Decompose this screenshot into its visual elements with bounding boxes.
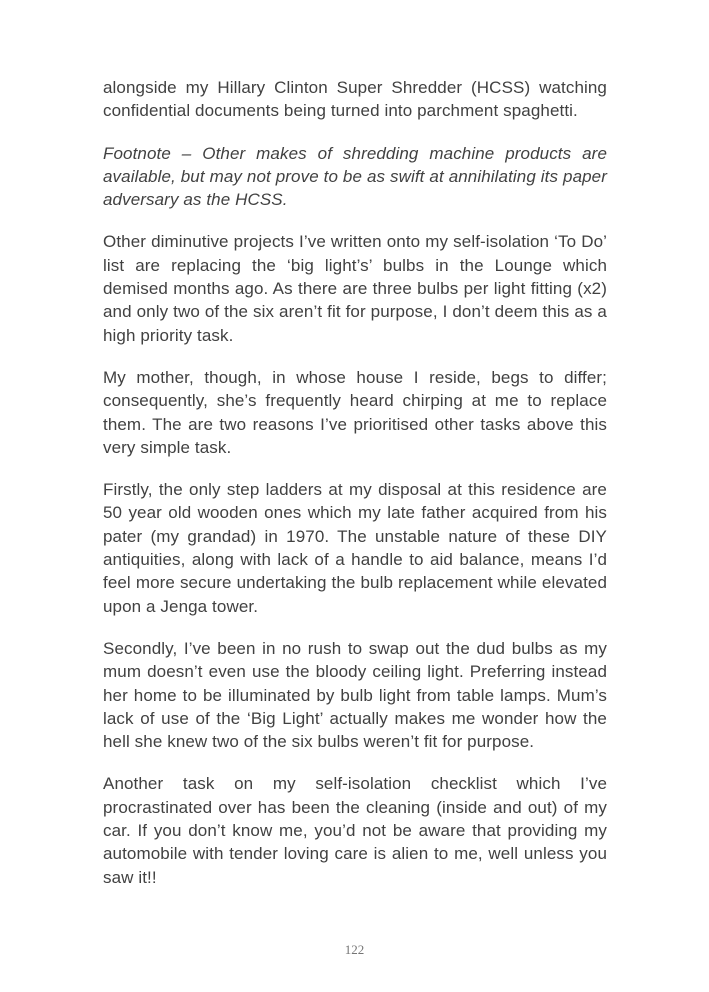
page-body xyxy=(103,76,607,889)
paragraph: Another task on my self-isolation checklist which I’ve procrastinated over has been the cleaning (inside and out) of my car. If you don’t know me, you’d not be aware that providing my automobile with tender loving care is alien to me, well unless you saw it!! xyxy=(103,774,607,887)
paragraph: Secondly, I’ve been in no rush to swap out the dud bulbs as my mum doesn’t even use the bloody ceiling light. Preferring instead her home to be illuminated by bulb light from table lamps. Mum’s lack of use of the ‘Big Light’ actually makes me wonder how the hell she knew two of the six bulbs weren’t fit for purpose. xyxy=(103,638,607,752)
paragraph: Firstly, the only step ladders at my disposal at this residence are 50 year old wooden ones which my late father acquired from his pater (my grandad) in 1970. The unstable nature of these DIY antiquities, along with lack of a handle to aid balance, means I’d feel more secure undertaking the bulb replacement while elevated upon a Jenga tower. xyxy=(103,480,607,616)
paragraph: My mother, though, in whose house I reside, begs to differ; consequently, she’s frequently heard chirping at me to replace them. The are two reasons I’ve prioritised other tasks above this very simple task. xyxy=(103,367,607,457)
paragraph: alongside my Hillary Clinton Super Shredder (HCSS) watching confidential documents being turned into parchment spaghetti. xyxy=(103,78,607,121)
paragraph: Other diminutive projects I’ve written onto my self-isolation ‘To Do’ list are replacing the ‘big light’s’ bulbs in the Lounge which demised months ago. As there are three bulbs per light fitting (x2) and only two of the six aren’t fit for purpose, I don’t deem this as a high priority task. xyxy=(103,232,607,345)
footnote-paragraph: Footnote – Other makes of shredding machine products are available, but may not prove to be as swift at annihilating its paper adversary as the HCSS. xyxy=(103,143,607,210)
page-number: 122 xyxy=(344,942,365,957)
